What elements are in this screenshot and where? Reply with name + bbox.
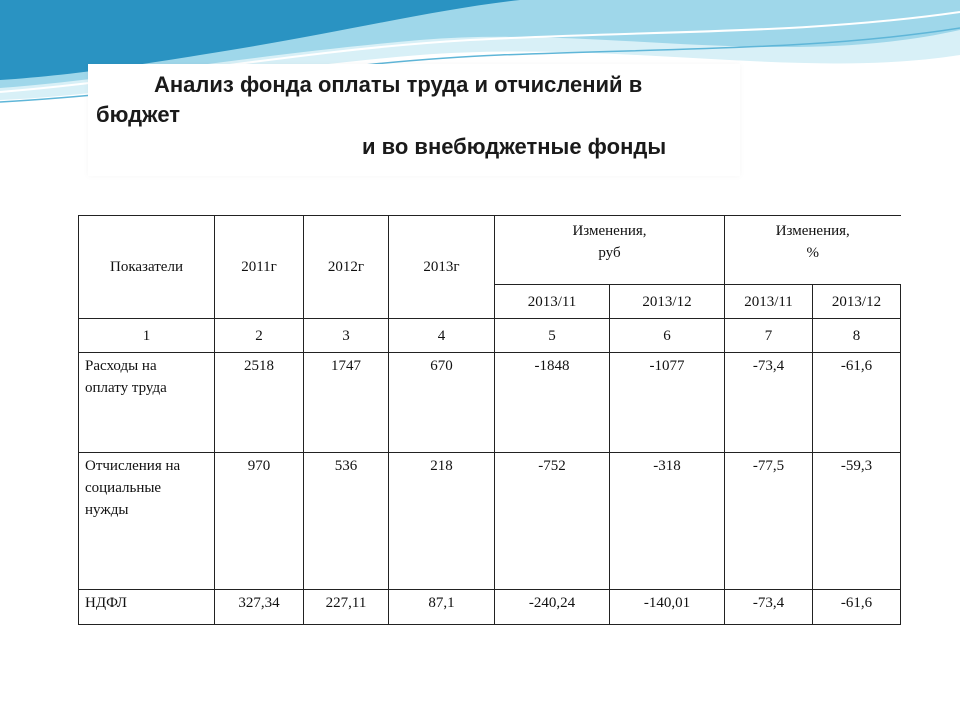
- payroll-table: [78, 215, 901, 625]
- table-cell: 2518: [215, 353, 304, 453]
- page-title-line-2: бюджет: [96, 102, 181, 127]
- header-indicator: Показатели: [79, 216, 215, 319]
- table-cell: -318: [610, 453, 725, 590]
- table-cell: 670: [389, 353, 495, 453]
- table-cell: 218: [389, 453, 495, 590]
- table-cell: 970: [215, 453, 304, 590]
- header-2013: 2013г: [389, 216, 495, 319]
- table-cell: 1747: [304, 353, 389, 453]
- row-label-line: нужды: [85, 502, 129, 518]
- page-title-line-3: и во внебюджетные фонды: [362, 134, 667, 159]
- header-2012: 2012г: [304, 216, 389, 319]
- row-label-line: социальные: [85, 480, 162, 496]
- header-changes-pct: [725, 216, 901, 285]
- column-number: 7: [725, 319, 813, 353]
- row-label: [79, 590, 215, 625]
- column-number: 8: [813, 319, 901, 353]
- row-label-line: НДФЛ: [85, 595, 127, 611]
- row-label: [79, 353, 215, 453]
- table-cell: -73,4: [725, 590, 813, 625]
- header-changes-rub-line-1: Изменения,: [572, 223, 647, 239]
- column-number: 4: [389, 319, 495, 353]
- header-row: [79, 216, 901, 285]
- table-cell: -61,6: [813, 590, 901, 625]
- column-number: 3: [304, 319, 389, 353]
- table-cell: -752: [495, 453, 610, 590]
- table-row: [79, 353, 901, 453]
- row-label-line: Расходы на: [85, 358, 157, 374]
- table-cell: -59,3: [813, 453, 901, 590]
- header-changes-pct-line-2: %: [806, 245, 819, 261]
- table-cell: 327,34: [215, 590, 304, 625]
- table-cell: -1848: [495, 353, 610, 453]
- table-cell: -1077: [610, 353, 725, 453]
- column-number: 1: [79, 319, 215, 353]
- numbering-row: [79, 319, 901, 353]
- title-box: [88, 64, 740, 176]
- column-number: 6: [610, 319, 725, 353]
- row-label-line: оплату труда: [85, 380, 167, 396]
- page-title-line-1: Анализ фонда оплаты труда и отчислений в: [154, 72, 643, 97]
- table-cell: 87,1: [389, 590, 495, 625]
- table-row: [79, 453, 901, 590]
- header-changes-pct-line-1: Изменения,: [775, 223, 850, 239]
- table-cell: -77,5: [725, 453, 813, 590]
- subheader-pct-2013-12: 2013/12: [813, 285, 901, 319]
- table-cell: -73,4: [725, 353, 813, 453]
- table-row: [79, 590, 901, 625]
- row-label: [79, 453, 215, 590]
- table-cell: -61,6: [813, 353, 901, 453]
- header-changes-rub-line-2: руб: [598, 245, 621, 261]
- table-cell: -140,01: [610, 590, 725, 625]
- header-2011: 2011г: [215, 216, 304, 319]
- subheader-rub-2013-11: 2013/11: [495, 285, 610, 319]
- column-number: 2: [215, 319, 304, 353]
- table-cell: -240,24: [495, 590, 610, 625]
- column-number: 5: [495, 319, 610, 353]
- subheader-pct-2013-11: 2013/11: [725, 285, 813, 319]
- subheader-rub-2013-12: 2013/12: [610, 285, 725, 319]
- table-cell: 536: [304, 453, 389, 590]
- table-cell: 227,11: [304, 590, 389, 625]
- header-changes-rub: [495, 216, 725, 285]
- row-label-line: Отчисления на: [85, 458, 181, 474]
